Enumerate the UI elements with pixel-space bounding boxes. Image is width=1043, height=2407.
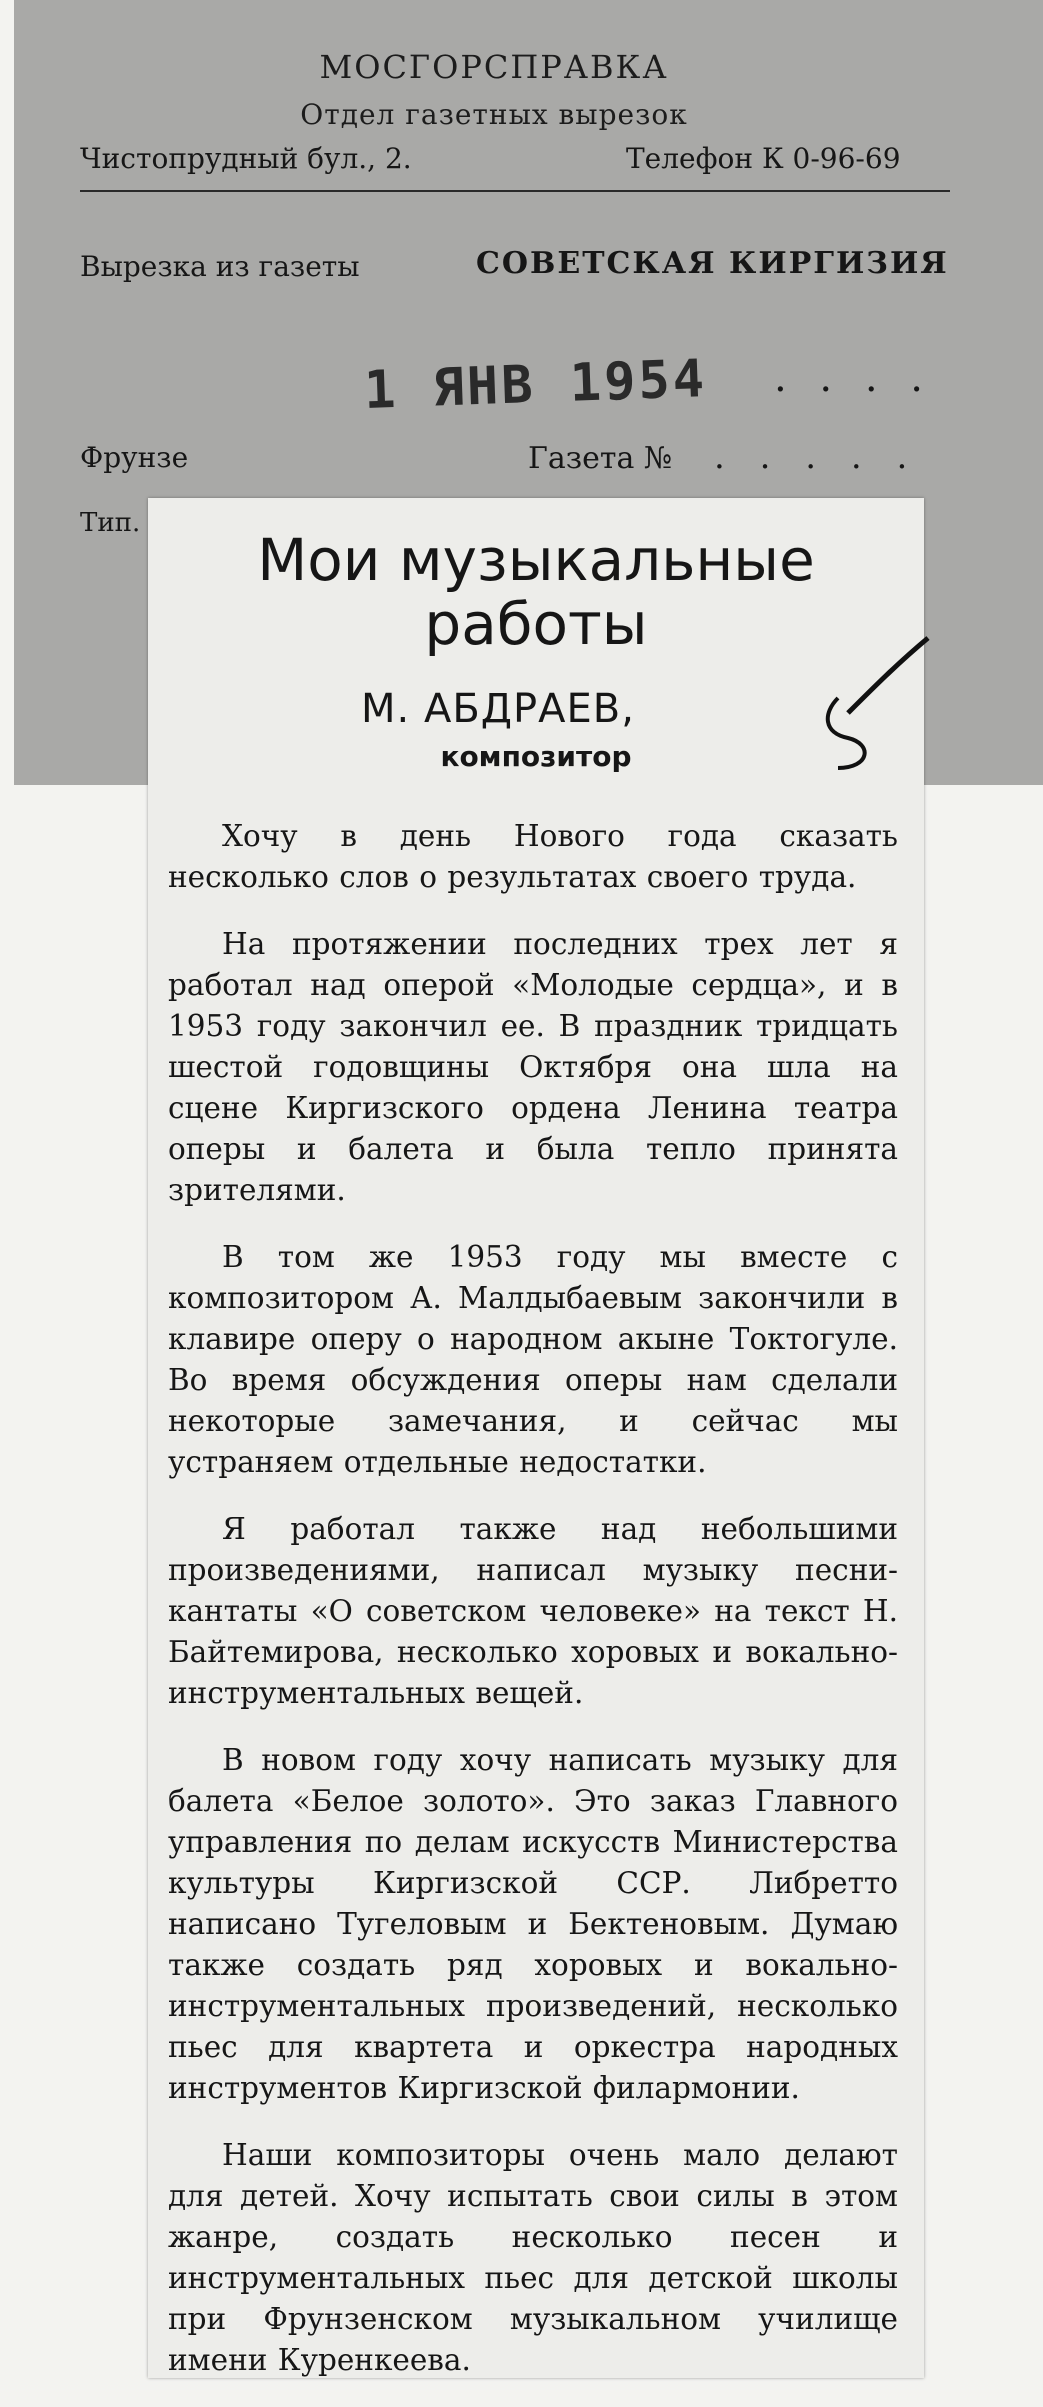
article-paragraph: В том же 1953 году мы вместе с композитором А. Малдыбаевым закончили в клавире оперу о народном акыне Токтогуле. Во время обсуждения оперы нам сделали некоторые замечания, и сейчас мы устраняем отдельные недостатки. [168, 1240, 898, 1479]
date-dots: . . . . [774, 355, 934, 401]
typ-label: Тип. [80, 508, 141, 538]
gazeta-number-dots: . . . . . [714, 437, 920, 477]
author-name: М. АБДРАЕВ, [361, 686, 635, 732]
newspaper-clipping [148, 498, 924, 2378]
article-paragraph: Я работал также над небольшими произведениями, написал музыку песни-кантаты «О советском человеке» на текст Н. Байтемирова, несколько хоровых и вокально-инструментальных вещей. [168, 1512, 898, 1710]
article-paragraph: В новом году хочу написать музыку для балета «Белое золото». Это заказ Главного управления по делам искусств Министерства культуры Киргизской ССР. Либретто написано Тугеловым и Бектеновым. Думаю также создать ряд хоровых и вокально-инструментальных произведений, несколько пьес для квартета и оркестра народных инструментов Киргизской филармонии. [168, 1743, 898, 2105]
article-body [168, 816, 898, 2407]
gazeta-number-label: Газета № [528, 441, 673, 476]
phone-number: Телефон К 0-96-69 [626, 142, 901, 175]
clipping-label: Вырезка из газеты [80, 250, 360, 283]
address: Чистопрудный бул., 2. [80, 142, 412, 175]
office-name: МОСГОРСПРАВКА [319, 48, 669, 86]
department-name: Отдел газетных вырезок [300, 98, 688, 131]
headline-line-1: Мои музыкальные [257, 526, 815, 594]
newspaper-name: СОВЕТСКАЯ КИРГИЗИЯ [476, 246, 949, 281]
header-divider [80, 190, 950, 192]
article-paragraph: На протяжении последних трех лет я работал над оперой «Молодые сердца», и в 1953 году закончил ее. В праздник тридцать шестой годовщины Октября она шла на сцене Киргизского ордена Ленина театра оперы и балета и была тепло принята зрителями. [168, 927, 898, 1207]
date-stamp: 1 ЯНВ 1954 [363, 349, 709, 421]
article-paragraph: Наши композиторы очень мало делают для детей. Хочу испытать свои силы в этом жанре, создать несколько песен и инструментальных пьес для детской школы при Фрунзенском музыкальном училище имени Куренкеева. [168, 2138, 898, 2377]
headline-line-2: работы [424, 590, 648, 658]
city-label: Фрунзе [80, 441, 189, 474]
article-paragraph: Хочу в день Нового года сказать несколько слов о результатах своего труда. [168, 819, 898, 894]
author-role: композитор [440, 740, 632, 773]
